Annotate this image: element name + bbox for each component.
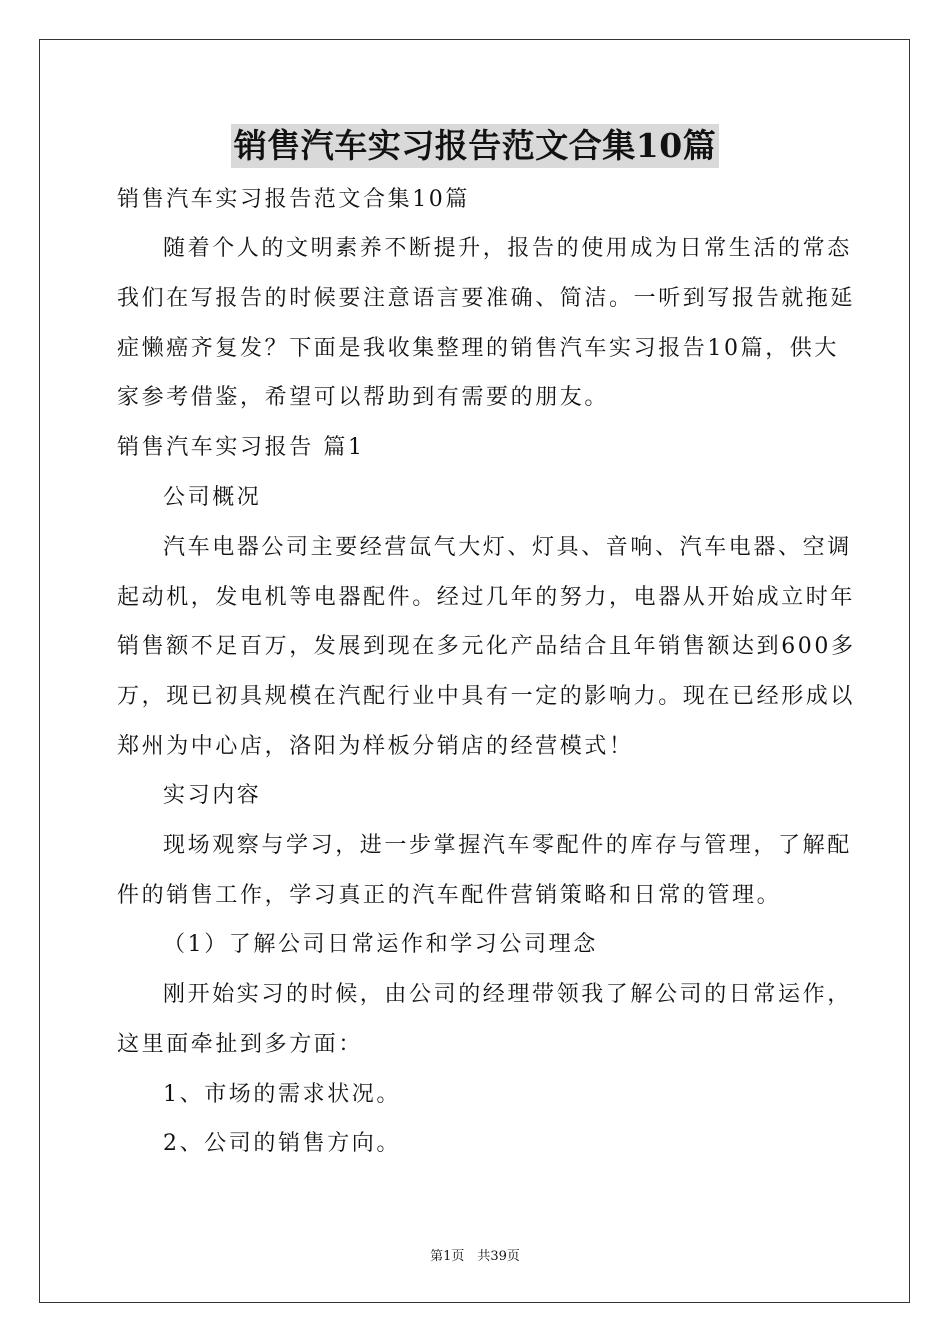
paragraph-line: 我们在写报告的时候要注意语言要准确、简洁。一听到写报告就拖延 <box>117 286 856 311</box>
list-item: 2、公司的销售方向。 <box>163 1131 401 1156</box>
paragraph-line: 现场观察与学习，进一步掌握汽车零配件的库存与管理，了解配 <box>163 833 852 858</box>
page-border <box>39 39 910 1303</box>
title-wrapper <box>0 124 950 168</box>
paragraph-line: 郑州为中心店，洛阳为样板分销店的经营模式！ <box>117 734 634 759</box>
list-item: 1、市场的需求状况。 <box>163 1082 401 1107</box>
paragraph-line: 这里面牵扯到多方面： <box>117 1032 364 1057</box>
document-title: 销售汽车实习报告范文合集10篇 <box>231 124 719 168</box>
paragraph-line: 汽车电器公司主要经营氙气大灯、灯具、音响、汽车电器、空调 <box>163 535 852 560</box>
paragraph-line: 家参考借鉴，希望可以帮助到有需要的朋友。 <box>117 385 610 410</box>
subsection-heading: 公司概况 <box>163 485 262 510</box>
subsection-heading: （1）了解公司日常运作和学习公司理念 <box>163 932 598 957</box>
paragraph-line: 万，现已初具规模在汽配行业中具有一定的影响力。现在已经形成以 <box>117 684 856 709</box>
paragraph-line: 刚开始实习的时候，由公司的经理带领我了解公司的日常运作， <box>163 982 852 1007</box>
subtitle-line: 销售汽车实习报告范文合集10篇 <box>117 187 470 212</box>
paragraph-line: 症懒癌齐复发？下面是我收集整理的销售汽车实习报告10篇，供大 <box>117 336 839 361</box>
paragraph-line: 件的销售工作，学习真正的汽车配件营销策略和日常的管理。 <box>117 883 782 908</box>
section-heading: 销售汽车实习报告 篇1 <box>117 435 365 460</box>
paragraph-line: 起动机，发电机等电器配件。经过几年的努力，电器从开始成立时年 <box>117 585 856 610</box>
paragraph-line: 随着个人的文明素养不断提升，报告的使用成为日常生活的常态 <box>163 236 852 261</box>
subsection-heading: 实习内容 <box>163 783 262 808</box>
paragraph-line: 销售额不足百万，发展到现在多元化产品结合且年销售额达到600多 <box>117 634 856 659</box>
page-number-footer: 第1页 共39页 <box>430 1249 520 1264</box>
